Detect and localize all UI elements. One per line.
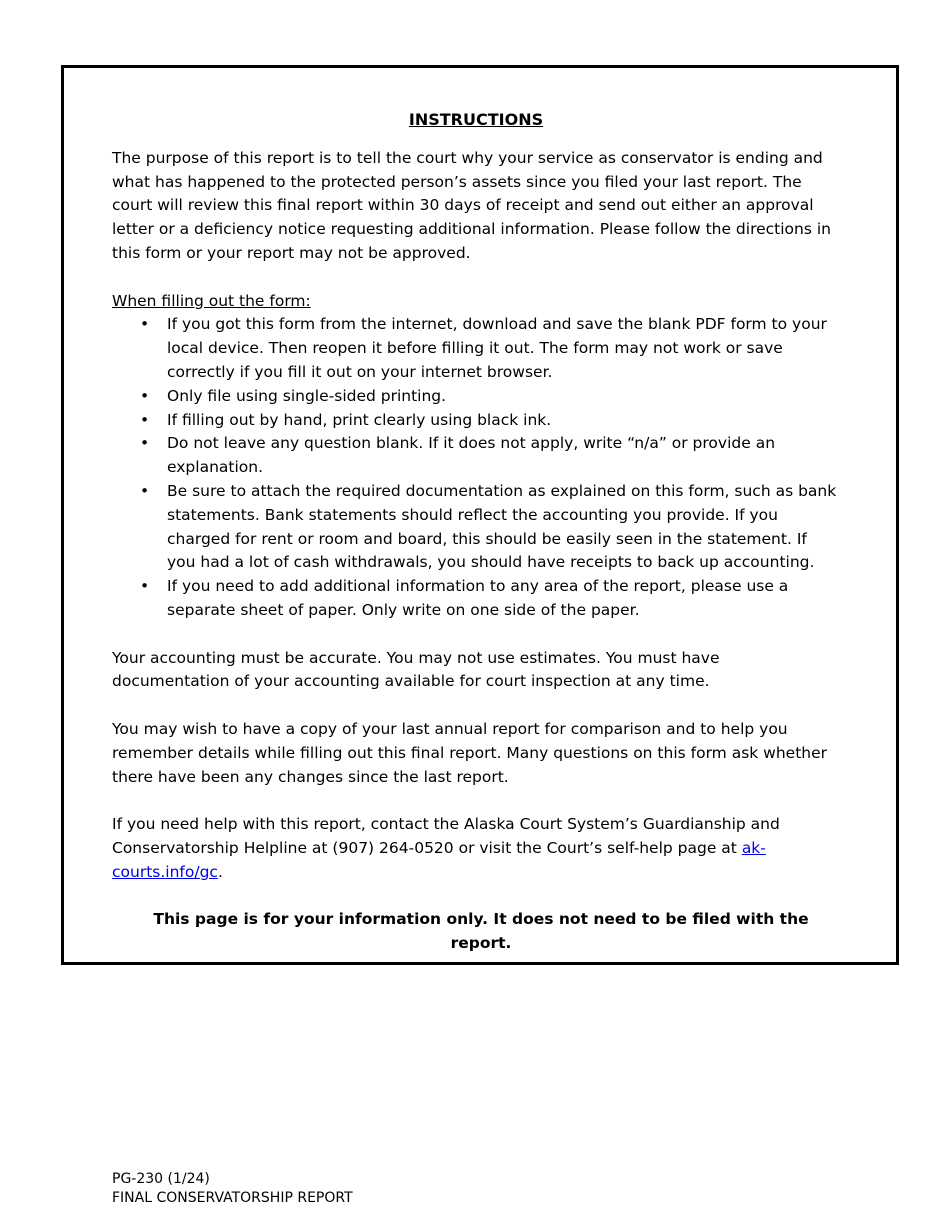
spacer [112,266,840,290]
list-item: • Only file using single-sided printing. [167,385,840,409]
accuracy-paragraph: Your accounting must be accurate. You may not use estimates. You must have documentation of your accounting available for court inspection at any time. [112,648,720,691]
bullet-icon: • [140,434,150,453]
list-item: • If you got this form from the internet, download and save the blank PDF form to your local device. Then reopen it before filling it out. The form may not work or save correctly if you fill it out on your internet browser. [140,315,827,381]
comparison-paragraph: You may wish to have a copy of your last annual report for comparison and to help you remember details while filling out this final report. Many questions on this form ask whether there have been any changes since the last report. [112,719,828,786]
instruction-list [112,313,840,622]
list-item: • Be sure to attach the required documentation as explained on this form, such as bank statements. Bank statements should reflect the accounting you provide. If you charged for rent or room and board, this should be easily seen in the statement. If you had a lot of cash withdrawals, you should have receipts to back up accounting. [140,481,837,572]
page-footer [112,1170,353,1208]
info-only-notice: This page is for your information only. It does not need to be filed with the report. [153,910,809,953]
bullet-icon: • [140,577,150,596]
list-item: • If filling out by hand, print clearly using black ink. [167,409,840,433]
form-number: PG-230 (1/24) [112,1171,210,1187]
bullet-icon: • [140,481,150,500]
list-item: • If you need to add additional information to any area of the report, please use a separate sheet of paper. Only write on one side of the paper. [140,577,789,619]
help-paragraph: If you need help with this report, contact the Alaska Court System’s Guardianship and Conservatorship Helpline at (907) 264-0520 or visit the Court’s self-help page at ak-courts.info/gc. [112,815,780,881]
spacer [112,789,840,813]
instructions-title: INSTRUCTIONS [408,110,544,129]
list-item: • Do not leave any question blank. If it does not apply, write “n/a” or provide an explanation. [140,434,776,477]
instructions-content [112,108,840,956]
bullet-icon: • [140,386,150,405]
spacer [112,885,840,909]
self-help-link[interactable]: ak-courts.info/gc [112,838,766,881]
intro-paragraph: The purpose of this report is to tell the court why your service as conservator is ending and what has happened to the protected person’s assets since you filed your last report. The court will review this final report within 30 days of receipt and send out either an approval letter or a deficiency notice requesting additional information. Please follow the directions in this form or your report may not be approved. [112,148,831,262]
form-name: FINAL CONSERVATORSHIP REPORT [112,1190,353,1206]
bullet-icon: • [140,315,150,334]
bullet-icon: • [140,410,150,429]
spacer [112,694,840,718]
spacer [112,623,840,647]
filling-heading: When filling out the form: [112,291,311,310]
